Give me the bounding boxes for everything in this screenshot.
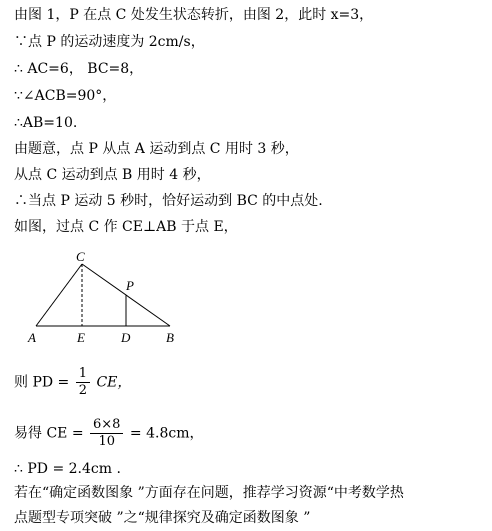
label-b: B	[166, 330, 174, 345]
text-line-4: ∵∠ACB=90°，	[14, 88, 117, 104]
fraction-ce	[90, 418, 123, 449]
text-line-5: ∴AB=10.	[14, 115, 78, 131]
fraction-half	[76, 367, 90, 398]
text-line-3: ∴ AC=6， BC=8，	[14, 61, 144, 77]
text-line-9: 如图，过点 C 作 CE⊥AB 于点 E，	[14, 219, 238, 235]
ce-formula	[14, 418, 203, 449]
label-d: D	[121, 330, 131, 345]
text-line-8: ∴当点 P 运动 5 秒时，恰好运动到 BC 的中点处.	[14, 193, 323, 209]
pd-prefix: 则 PD =	[14, 374, 70, 391]
text-line-7: 从点 C 运动到点 B 用时 4 秒，	[14, 167, 211, 183]
segment-ac	[36, 264, 82, 326]
pd-formula	[14, 367, 131, 398]
pd-result: ∴ PD = 2.4cm .	[14, 461, 121, 477]
label-p: P	[126, 278, 134, 293]
footer-line-2: 点题型专项突破 ”之“规律探究及确定函数图象 ”	[14, 510, 311, 526]
text-line-1: 由图 1，P 在点 C 处发生状态转折，由图 2，此时 x=3，	[14, 7, 374, 23]
label-a: A	[28, 330, 36, 345]
geometry-diagram	[20, 248, 190, 348]
fraction-numerator: 6×8	[90, 418, 123, 434]
label-c: C	[76, 249, 85, 264]
fraction-numerator: 1	[76, 367, 90, 383]
fraction-denominator: 10	[98, 434, 115, 449]
text-line-6: 由题意，点 P 从点 A 运动到点 C 用时 3 秒，	[14, 141, 299, 157]
fraction-denominator: 2	[78, 383, 88, 398]
footer-line-1: 若在“确定函数图象 ”方面存在问题，推荐学习资源“中考数学热	[14, 485, 404, 501]
text-line-2: ∵点 P 的运动速度为 2cm/s，	[14, 34, 205, 50]
ce-suffix: = 4.8cm，	[129, 425, 204, 442]
label-e: E	[77, 330, 85, 345]
pd-suffix: CE，	[96, 374, 132, 391]
ce-prefix: 易得 CE =	[14, 425, 84, 442]
